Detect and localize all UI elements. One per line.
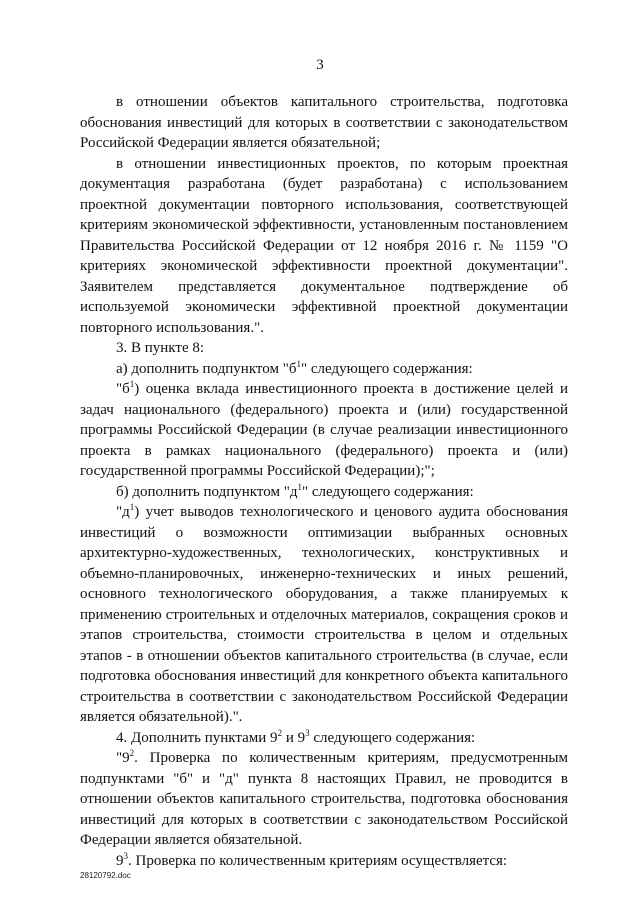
text-run: 4. Дополнить пунктами 9 [116, 729, 278, 746]
superscript: 1 [296, 358, 301, 369]
text-run: б) дополнить подпунктом "д [116, 483, 298, 500]
text-run: " следующего содержания: [301, 360, 473, 377]
text-run: 9 [116, 852, 124, 869]
paragraph [80, 728, 568, 749]
paragraph [80, 748, 568, 851]
footer-filename: 28120792.doc [80, 871, 131, 880]
text-run: "9 [116, 750, 130, 766]
text-run: "б [116, 381, 130, 397]
text-run: следующего содержания: [309, 729, 476, 746]
superscript: 1 [129, 379, 135, 389]
paragraph: в отношении инвестиционных проектов, по которым проектная документация разработана (будет разработана) с использованием проектной документации повторного использования, соответствующей критериям экономической эффективности, установленным постановлением Правительства Российской Федерации от 12 ноября 2016 г. № 1159 "О критериях экономической эффективности проектной документации". Заявителем представляется документальное подтверждение об используемой экономически эффективной проектной документации повторного использования.". [80, 155, 568, 336]
text-run: "д [116, 504, 130, 520]
paragraph [80, 851, 568, 872]
document-body [80, 92, 568, 871]
superscript: 1 [297, 481, 302, 492]
paragraph [80, 482, 568, 503]
text-run: " следующего содержания: [301, 483, 474, 500]
text-run: а) дополнить подпунктом "б [116, 360, 297, 377]
paragraph [80, 502, 568, 728]
text-run: . Проверка по количественным критериям осуществляется: [128, 852, 508, 869]
text-run: ) учет выводов технологического и ценового аудита обоснования инвестиций о возможности оптимизации выбранных основных архитектурно-художественных, технологических, конструктивных и объемно-планировочных, инженерно-технических и иных решений, основного технологического оборудования, а также планируемых к применению строительных и отделочных материалов, сокращения сроков и этапов строительства, стоимости строительства в целом и отдельных этапов - в отношении объектов капитального строительства (в случае, если подготовка обоснования инвестиций для конкретного объекта капитального строительства в соответствии с законодательством Российской Федерации является обязательной).". [80, 504, 568, 725]
superscript: 1 [129, 502, 135, 512]
paragraph [80, 379, 568, 482]
paragraph [80, 359, 568, 380]
superscript: 2 [129, 748, 135, 758]
superscript: 2 [277, 727, 283, 738]
page-number: 3 [316, 57, 324, 73]
text-run: ) оценка вклада инвестиционного проекта в достижение целей и задач национального (федерального) проекта и (или) государственной программы Российской Федерации (в случае реализации инвестиционного проекта в рамках национального (федерального) проекта и (или) государственной программы Российской Федерации);"; [80, 381, 568, 479]
text-run: и 9 [282, 729, 306, 746]
superscript: 3 [123, 850, 128, 861]
superscript: 3 [305, 727, 310, 738]
text-run: . Проверка по количественным критериям, предусмотренным подпунктами "б" и "д" пункта 8 настоящих Правил, не проводится в отношении объектов капитального строительства, подготовка обоснования инвестиций для которых в соответствии с законодательством Российской Федерации является обязательной. [80, 750, 568, 848]
paragraph: 3. В пункте 8: [116, 340, 205, 356]
paragraph: в отношении объектов капитального строительства, подготовка обоснования инвестиций для которых в соответствии с законодательством Российской Федерации является обязательной; [80, 94, 568, 151]
